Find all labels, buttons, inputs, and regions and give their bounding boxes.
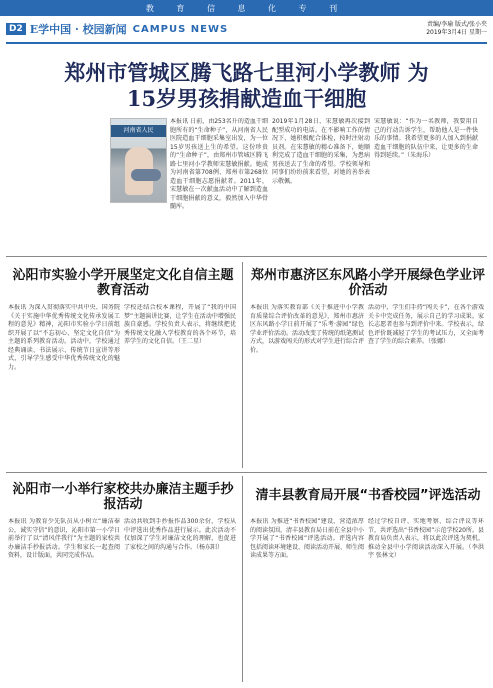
news-photo	[110, 118, 167, 203]
article-3-col2: 活动共收到手抄报作品300余份，学校从中评选出优秀作品进行展示。此次活动不仅加深了学生对廉洁文化的理解，也促进了家校之间的沟通与合作。（杨东阳）	[124, 518, 236, 551]
photo-banner: 河南省人民	[111, 125, 166, 137]
article-4-col2: 经过学校自评、实地考察、综合评议等环节，共评选出“书香校园”示范学校20所。县教育局负责人表示，将以此次评选为契机，推动全县中小学阅读活动深入开展。（李洪宇 张林文）	[368, 518, 484, 559]
donor-arm	[131, 169, 161, 181]
main-headline: 郑州市管城区腾飞路七里河小学教师 为15岁男孩捐献造血干细胞	[64, 60, 429, 111]
section-divider-2	[6, 472, 487, 473]
article-2-col1: 本报讯 为落实教育部《关于推进中小学教育质量综合评价改革的意见》，郑州市惠济区东风路小学日前开展了“乐考·游园”绿色学业评价活动。活动改变了传统的纸笔测试方式，以游戏闯关的形式对学生进行综合评价。	[250, 304, 364, 354]
article-3-col1: 本报讯 为教育少先队员从小树立“廉洁奉公，诚实守信”的意识，沁阳市第一小学日前举行了以“清风伴我行”为主题的家校共办廉洁手抄报活动。学生和家长一起查阅资料，设计版面，共同完成作品。	[8, 518, 120, 559]
article-4-col1: 本报讯 为推进“书香校园”建设，营造浓厚的阅读氛围，清丰县教育局日前在全县中小学开展了“书香校园”评选活动。评选内容包括阅读环境建设、阅读活动开展、师生阅读成果等方面。	[250, 518, 364, 559]
page-header	[0, 18, 493, 40]
column-divider-1	[242, 262, 243, 468]
section-divider-1	[6, 256, 487, 257]
page-number: D2	[6, 23, 26, 35]
issue-meta	[426, 21, 487, 37]
section-english-title: CAMPUS NEWS	[132, 23, 229, 35]
main-article-col3: 宋慧敏说：“作为一名教师，我要用自己的行动告诉学生，帮助他人是一件快乐的事情。我希望更多的人加入到捐献造血干细胞的队伍中来，让更多的生命得到延续。”（朱海乐）	[374, 118, 478, 159]
main-article-col1: 本报讯 日前，由253名升的造血干细胞所有的“生命种子”，从河南省人民医院造血干细胞采集室出发，为一位15岁男孩送上生的希望。这份珍贵的“生命种子”，由郑州市管城区腾飞路七里河小学教师宋慧敏捐献。她成为河南省第708例、郑州市第268位造血干细胞志愿捐献者。2011年，宋慧敏在一次献血活动中了解到造血干细胞捐献的意义，毅然加入中华骨髓库。	[170, 118, 268, 210]
column-divider-2	[242, 476, 243, 682]
editor-line: 责编/李瑜 版式/张小夹	[427, 21, 487, 28]
banner-text: 教 育 信 息 化 专 刊	[145, 3, 348, 13]
article-title-1: 沁阳市实验小学开展坚定文化自信主题教育活动	[12, 268, 234, 298]
main-article-col2: 2019年1月28日，宋慧敏再次接到配型成功的电话。在不影响工作的情况下，她积极配合体检，按时注射动员剂。在宋慧敏的精心准备下，她顺利完成了造血干细胞的采集，为患病男孩送去了生命的希望。学校领导和同事们纷纷前来看望，对她的善举表示敬佩。	[272, 118, 370, 185]
article-2-col2: 活动中，学生们手持“闯关卡”，在各个游戏关卡中完成任务，展示自己的学习成果。家长志愿者也参与到评价中来。学校表示，绿色评价既减轻了学生的考试压力，又全面考查了学生的综合素养。（张娜）	[368, 304, 484, 345]
article-1-col2: 学校还结合校本课程，开展了“我的中国梦”主题演讲比赛，让学生在活动中增强民族自豪感。学校负责人表示，将继续把优秀传统文化融入学校教育的各个环节，培养学生的文化自信。（王二星）	[124, 304, 236, 345]
date-line: 2019年3月4日 星期一	[426, 29, 487, 36]
section-brand: E学中国 · 校园新闻	[29, 23, 127, 36]
header-rule	[6, 42, 487, 44]
article-title-3: 沁阳市一小举行家校共办廉洁主题手抄报活动	[12, 482, 234, 512]
article-title-4: 清丰县教育局开展“书香校园”评选活动	[255, 488, 481, 503]
article-1-col1: 本报讯 为深入贯彻落实中共中央、国务院《关于实施中华优秀传统文化传承发展工程的意见》精神，沁阳市实验小学日前组织开展了以“不忘初心、坚定文化自信”为主题的系列教育活动。活动中，学校通过经典诵读、书法展示、传统节日宣讲等形式，引导学生感受中华优秀传统文化的魅力。	[8, 304, 120, 371]
top-banner	[0, 0, 493, 16]
article-title-2: 郑州市惠济区东风路小学开展绿色学业评价活动	[250, 268, 485, 298]
